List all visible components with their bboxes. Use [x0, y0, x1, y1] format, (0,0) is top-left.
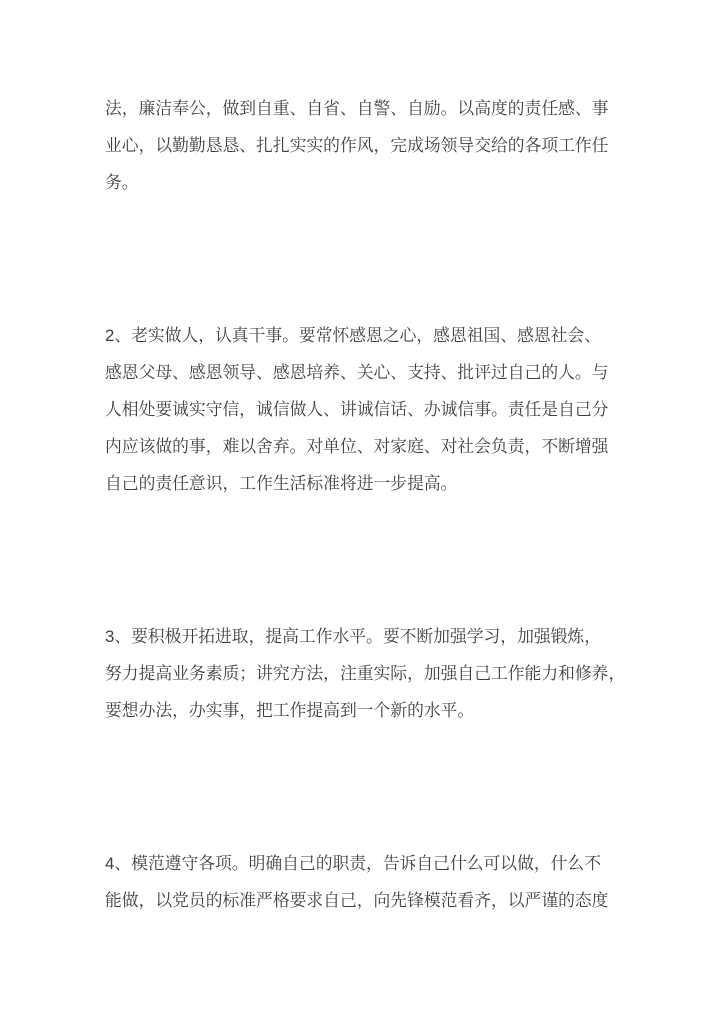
text-line: 内应该做的事，难以舍弃。对单位、对家庭、对社会负责，不断增强 [105, 437, 609, 456]
paragraph-1 [105, 90, 617, 201]
text-line: 3、要积极开拓进取，提高工作水平。要不断加强学习，加强锻炼， [105, 627, 601, 646]
text-line: 努力提高业务素质；讲究方法，注重实际，加强自己工作能力和修养， [105, 664, 626, 683]
text-line: 法，廉洁奉公，做到自重、自省、自警、自励。以高度的责任感、事 [105, 99, 609, 118]
paragraph-2 [105, 317, 617, 502]
paragraph-3 [105, 618, 626, 729]
text-line: 4、模范遵守各项。明确自己的职责，告诉自己什么可以做，什么不 [105, 854, 601, 873]
document-body [105, 0, 626, 919]
text-line: 自己的责任意识，工作生活标准将进一步提高。 [105, 474, 458, 493]
text-line: 务。 [105, 173, 139, 192]
text-line: 能做，以党员的标准严格要求自己，向先锋模范看齐，以严谨的态度 [105, 891, 609, 910]
text-line: 感恩父母、感恩领导、感恩培养、关心、支持、批评过自己的人。与 [105, 363, 609, 382]
text-line: 2、老实做人，认真干事。要常怀感恩之心，感恩祖国、感恩社会、 [105, 326, 601, 345]
text-line: 人相处要诚实守信，诚信做人、讲诚信话、办诚信事。责任是自己分 [105, 400, 609, 419]
text-line: 要想办法，办实事，把工作提高到一个新的水平。 [105, 701, 475, 720]
text-line: 业心，以勤勤恳恳、扎扎实实的作风，完成场领导交给的各项工作任 [105, 136, 609, 155]
paragraph-4 [105, 845, 617, 919]
